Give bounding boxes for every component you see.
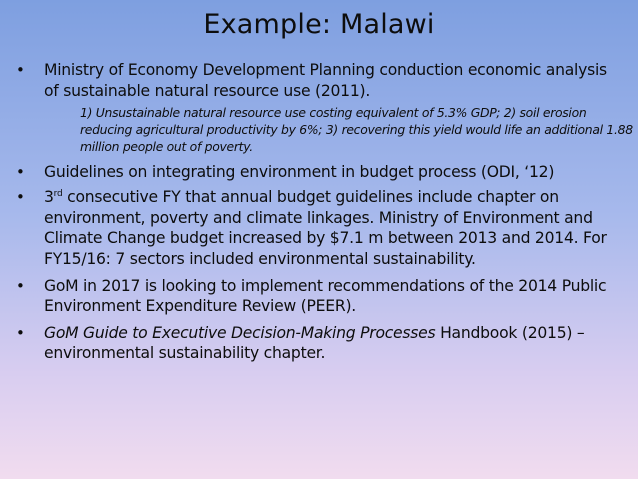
bullet-marker: • bbox=[16, 276, 25, 295]
bullet-marker: • bbox=[16, 323, 25, 342]
bullet-marker: • bbox=[16, 162, 25, 181]
bullet-item bbox=[14, 276, 626, 317]
bullet-text: GoM in 2017 is looking to implement recommendations of the 2014 Public Environment Expenditure Review (PEER). bbox=[44, 276, 607, 316]
bullet-item bbox=[14, 162, 626, 183]
ordinal-suffix: rd bbox=[53, 188, 63, 199]
bullet-text: Handbook (2015) – environmental sustainability chapter. bbox=[44, 323, 585, 363]
ordinal-number: 3 bbox=[44, 188, 54, 207]
handbook-title: GoM Guide to Executive Decision-Making Processes bbox=[44, 323, 436, 342]
slide-title: Example: Malawi bbox=[203, 9, 435, 40]
bullet-list bbox=[14, 60, 633, 364]
bullet-text: consecutive FY that annual budget guidelines include chapter on environment, poverty and climate linkages. Ministry of Environment and Climate Change budget increased by $7.1 m between 2013 and 2014. For FY15/16: 7 sectors included environmental sustainability. bbox=[44, 188, 607, 268]
bullet-item bbox=[14, 60, 633, 156]
bullet-marker: • bbox=[16, 61, 25, 79]
sub-note: 1) Unsustainable natural resource use costing equivalent of 5.3% GDP; 2) soil erosion reducing agricultural productivity by 6%; 3) recovering this yield would life an additional 1.88 million people out of poverty. bbox=[80, 105, 633, 154]
bullet-item bbox=[14, 323, 626, 364]
bullet-text: Ministry of Economy Development Planning conduction economic analysis of sustainable natural resource use (2011). bbox=[44, 61, 607, 100]
bullet-item bbox=[14, 187, 626, 269]
bullet-text: Guidelines on integrating environment in budget process (ODI, ‘12) bbox=[44, 162, 555, 181]
bullet-marker: • bbox=[16, 188, 25, 207]
